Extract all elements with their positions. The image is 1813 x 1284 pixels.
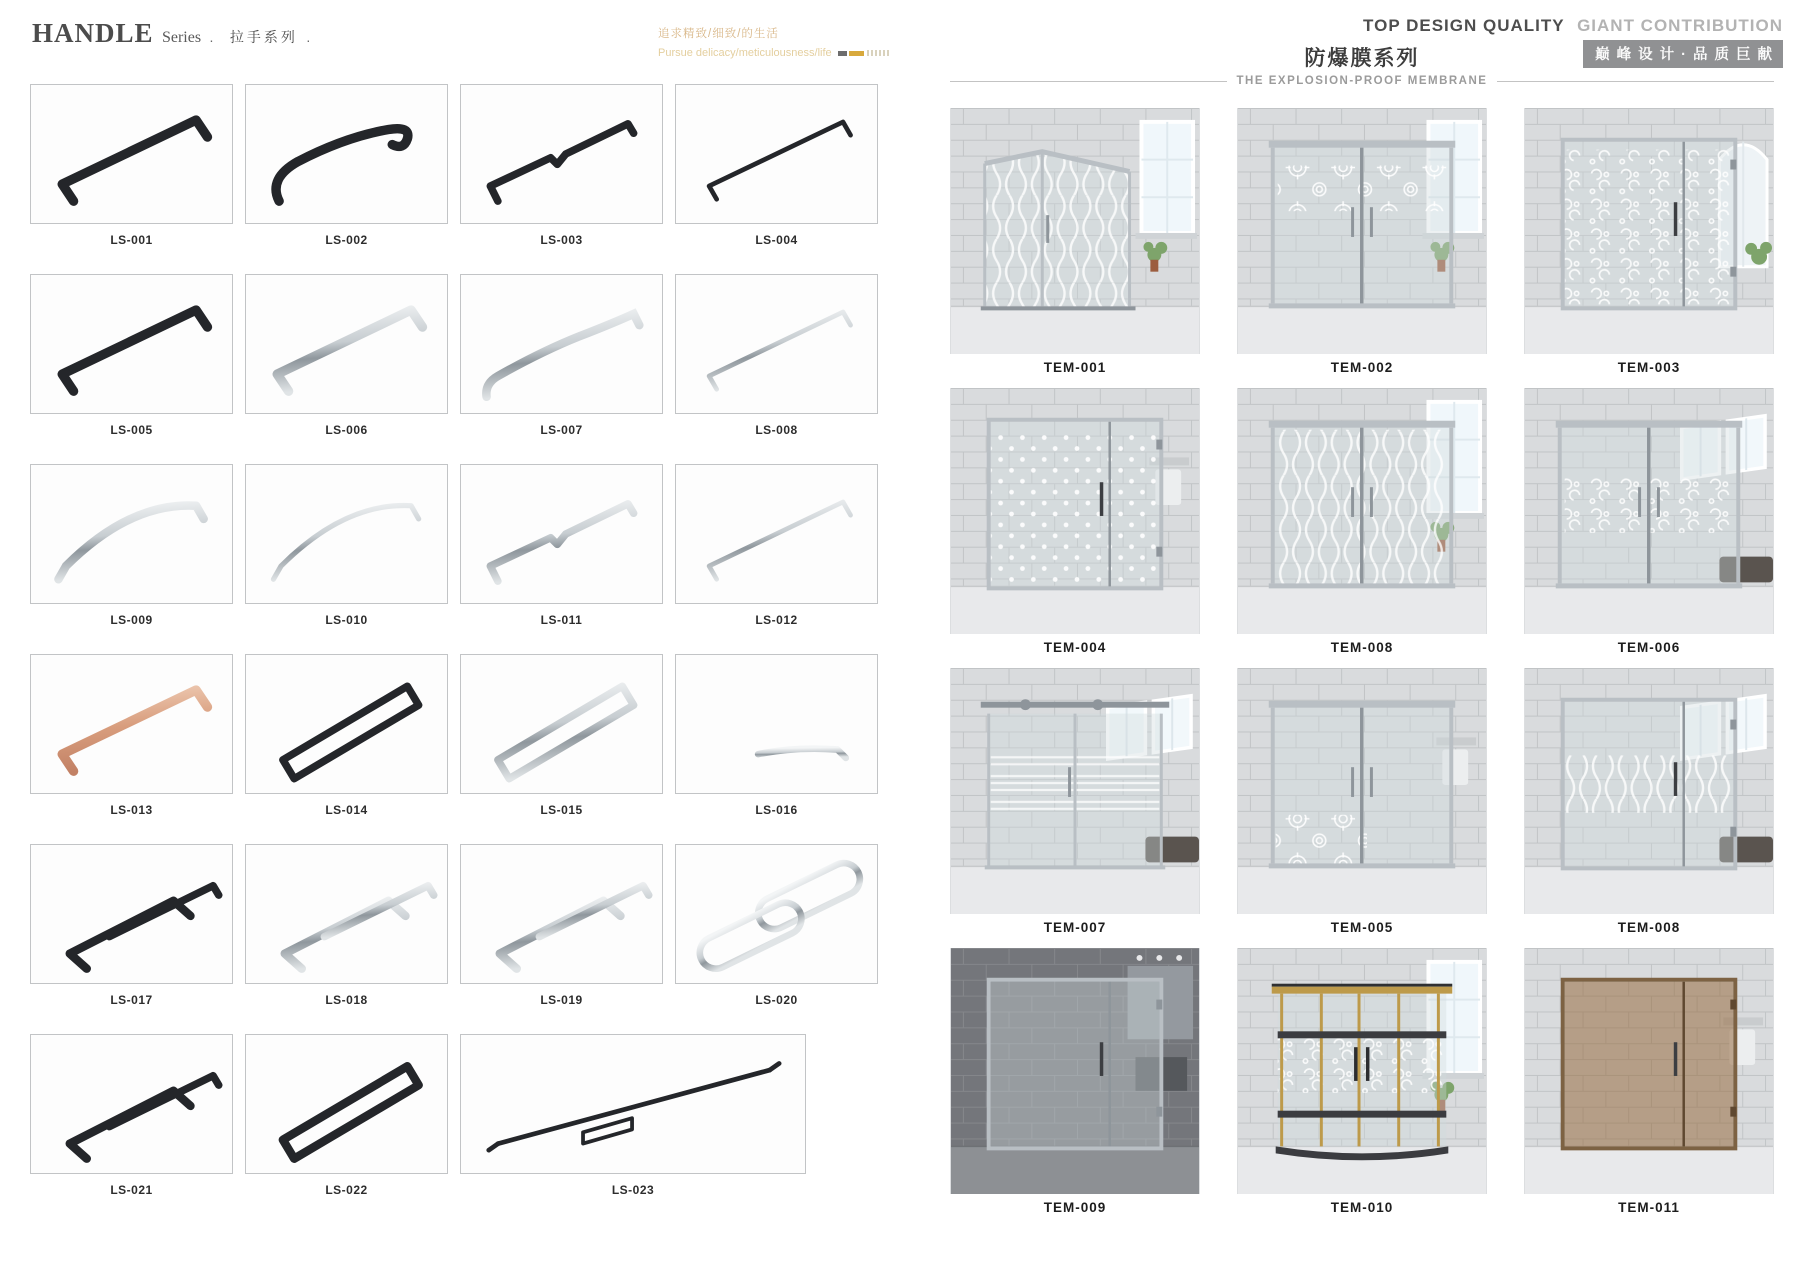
handle-series-title: HANDLE	[32, 18, 154, 48]
handle-code-label: LS-016	[755, 803, 798, 817]
handle-image	[245, 84, 448, 224]
membrane-title-cn: 防爆膜系列	[1304, 47, 1420, 70]
handle-card	[30, 654, 233, 817]
shower-card	[950, 108, 1200, 375]
handle-code-label: LS-013	[110, 803, 153, 817]
handle-code-label: LS-007	[540, 423, 583, 437]
quality-subheadline: GIANT CONTRIBUTION	[1577, 16, 1783, 35]
shower-code-label: TEM-008	[1617, 920, 1681, 935]
handle-image	[460, 1034, 806, 1174]
decorative-dot: .	[209, 29, 214, 45]
shower-card	[1524, 108, 1774, 375]
handle-image	[460, 844, 663, 984]
handle-card	[30, 844, 233, 1007]
shower-code-label: TEM-003	[1617, 360, 1681, 375]
handle-card	[460, 84, 663, 247]
handle-card	[460, 274, 663, 437]
handle-image	[30, 654, 233, 794]
shower-code-label: TEM-011	[1618, 1200, 1680, 1215]
handle-image	[245, 464, 448, 604]
handle-card	[675, 84, 878, 247]
tagline-cn: 追求精致/细致/的生活	[658, 28, 779, 40]
shower-card	[1524, 948, 1774, 1215]
shower-card	[1237, 668, 1487, 935]
handle-code-label: LS-004	[755, 233, 798, 247]
handle-grid	[30, 84, 878, 1197]
shower-code-label: TEM-006	[1617, 640, 1681, 655]
quality-badge-cn: 巅峰设计·品质巨献	[1583, 40, 1783, 68]
handle-card	[460, 844, 663, 1007]
handle-image	[30, 844, 233, 984]
shower-code-label: TEM-005	[1330, 920, 1394, 935]
shower-code-label: TEM-001	[1043, 360, 1107, 375]
shower-grid	[950, 108, 1774, 1215]
shower-card	[950, 668, 1200, 935]
handle-image	[460, 274, 663, 414]
handle-card	[245, 654, 448, 817]
handle-image	[675, 274, 878, 414]
handle-card	[675, 464, 878, 627]
shower-image	[1524, 108, 1774, 354]
handle-card	[30, 1034, 233, 1197]
handle-card	[460, 654, 663, 817]
quality-headline: TOP DESIGN QUALITY	[1363, 16, 1565, 35]
shower-image	[1524, 388, 1774, 634]
shower-code-label: TEM-004	[1043, 640, 1107, 655]
handle-code-label: LS-009	[110, 613, 153, 627]
handle-card	[30, 464, 233, 627]
handle-code-label: LS-002	[325, 233, 368, 247]
handle-image	[460, 464, 663, 604]
shower-image	[950, 948, 1200, 1194]
handle-code-label: LS-018	[325, 993, 368, 1007]
handle-card	[30, 84, 233, 247]
handle-code-label: LS-017	[110, 993, 153, 1007]
shower-card	[1524, 668, 1774, 935]
shower-image	[1237, 388, 1487, 634]
handle-series-header	[32, 18, 314, 49]
handle-image	[675, 654, 878, 794]
handle-card	[460, 1034, 806, 1197]
handle-code-label: LS-010	[325, 613, 368, 627]
handle-card	[245, 844, 448, 1007]
handle-image	[30, 274, 233, 414]
brand-ticks-icon	[867, 50, 889, 56]
shower-card	[950, 948, 1200, 1215]
shower-card	[1237, 948, 1487, 1215]
handle-code-label: LS-011	[540, 613, 583, 627]
handle-code-label: LS-019	[540, 993, 583, 1007]
shower-code-label: TEM-010	[1330, 1200, 1394, 1215]
handle-card	[245, 1034, 448, 1197]
shower-image	[1237, 108, 1487, 354]
handle-code-label: LS-021	[110, 1183, 153, 1197]
brand-bar-gold-icon	[849, 51, 864, 56]
divider-line	[1497, 81, 1774, 82]
shower-image	[1524, 668, 1774, 914]
handle-code-label: LS-015	[540, 803, 583, 817]
handle-series-subtitle: Series	[161, 29, 202, 46]
handle-card	[460, 464, 663, 627]
handle-code-label: LS-020	[755, 993, 798, 1007]
divider-line	[950, 81, 1227, 82]
shower-code-label: TEM-002	[1330, 360, 1394, 375]
shower-code-label: TEM-007	[1043, 920, 1107, 935]
handle-card	[245, 464, 448, 627]
handle-card	[30, 274, 233, 437]
handle-code-label: LS-006	[325, 423, 368, 437]
handle-image	[245, 1034, 448, 1174]
handle-card	[675, 654, 878, 817]
handle-code-label: LS-023	[611, 1183, 655, 1197]
decorative-dot: .	[306, 29, 311, 45]
shower-card	[1237, 108, 1487, 375]
handle-image	[245, 654, 448, 794]
shower-image	[950, 668, 1200, 914]
handle-code-label: LS-001	[110, 233, 153, 247]
membrane-section-header	[950, 42, 1774, 87]
handle-image	[675, 464, 878, 604]
shower-code-label: TEM-009	[1043, 1200, 1107, 1215]
handle-code-label: LS-003	[540, 233, 583, 247]
handle-image	[30, 1034, 233, 1174]
shower-code-label: TEM-008	[1330, 640, 1394, 655]
brand-bar-dark-icon	[838, 51, 847, 56]
handle-code-label: LS-014	[325, 803, 368, 817]
handle-card	[675, 274, 878, 437]
shower-image	[1524, 948, 1774, 1194]
tagline-en: Pursue delicacy/meticulousness/life	[658, 46, 832, 59]
handle-card	[675, 844, 878, 1007]
shower-card	[1237, 388, 1487, 655]
handle-code-label: LS-022	[325, 1183, 368, 1197]
handle-code-label: LS-008	[755, 423, 798, 437]
handle-image	[245, 274, 448, 414]
shower-image	[1237, 668, 1487, 914]
shower-image	[1237, 948, 1487, 1194]
handle-series-title-cn: 拉手系列	[229, 29, 298, 45]
handle-image	[460, 654, 663, 794]
handle-image	[460, 84, 663, 224]
handle-image	[675, 84, 878, 224]
shower-image	[950, 108, 1200, 354]
handle-card	[245, 274, 448, 437]
handle-image	[30, 84, 233, 224]
handle-image	[30, 464, 233, 604]
handle-code-label: LS-012	[755, 613, 798, 627]
shower-image	[950, 388, 1200, 634]
handle-image	[675, 844, 878, 984]
shower-card	[950, 388, 1200, 655]
handle-code-label: LS-005	[110, 423, 153, 437]
membrane-title-en: THE EXPLOSION-PROOF MEMBRANE	[1236, 75, 1488, 87]
shower-card	[1524, 388, 1774, 655]
brand-tagline	[658, 27, 889, 63]
handle-image	[245, 844, 448, 984]
handle-card	[245, 84, 448, 247]
